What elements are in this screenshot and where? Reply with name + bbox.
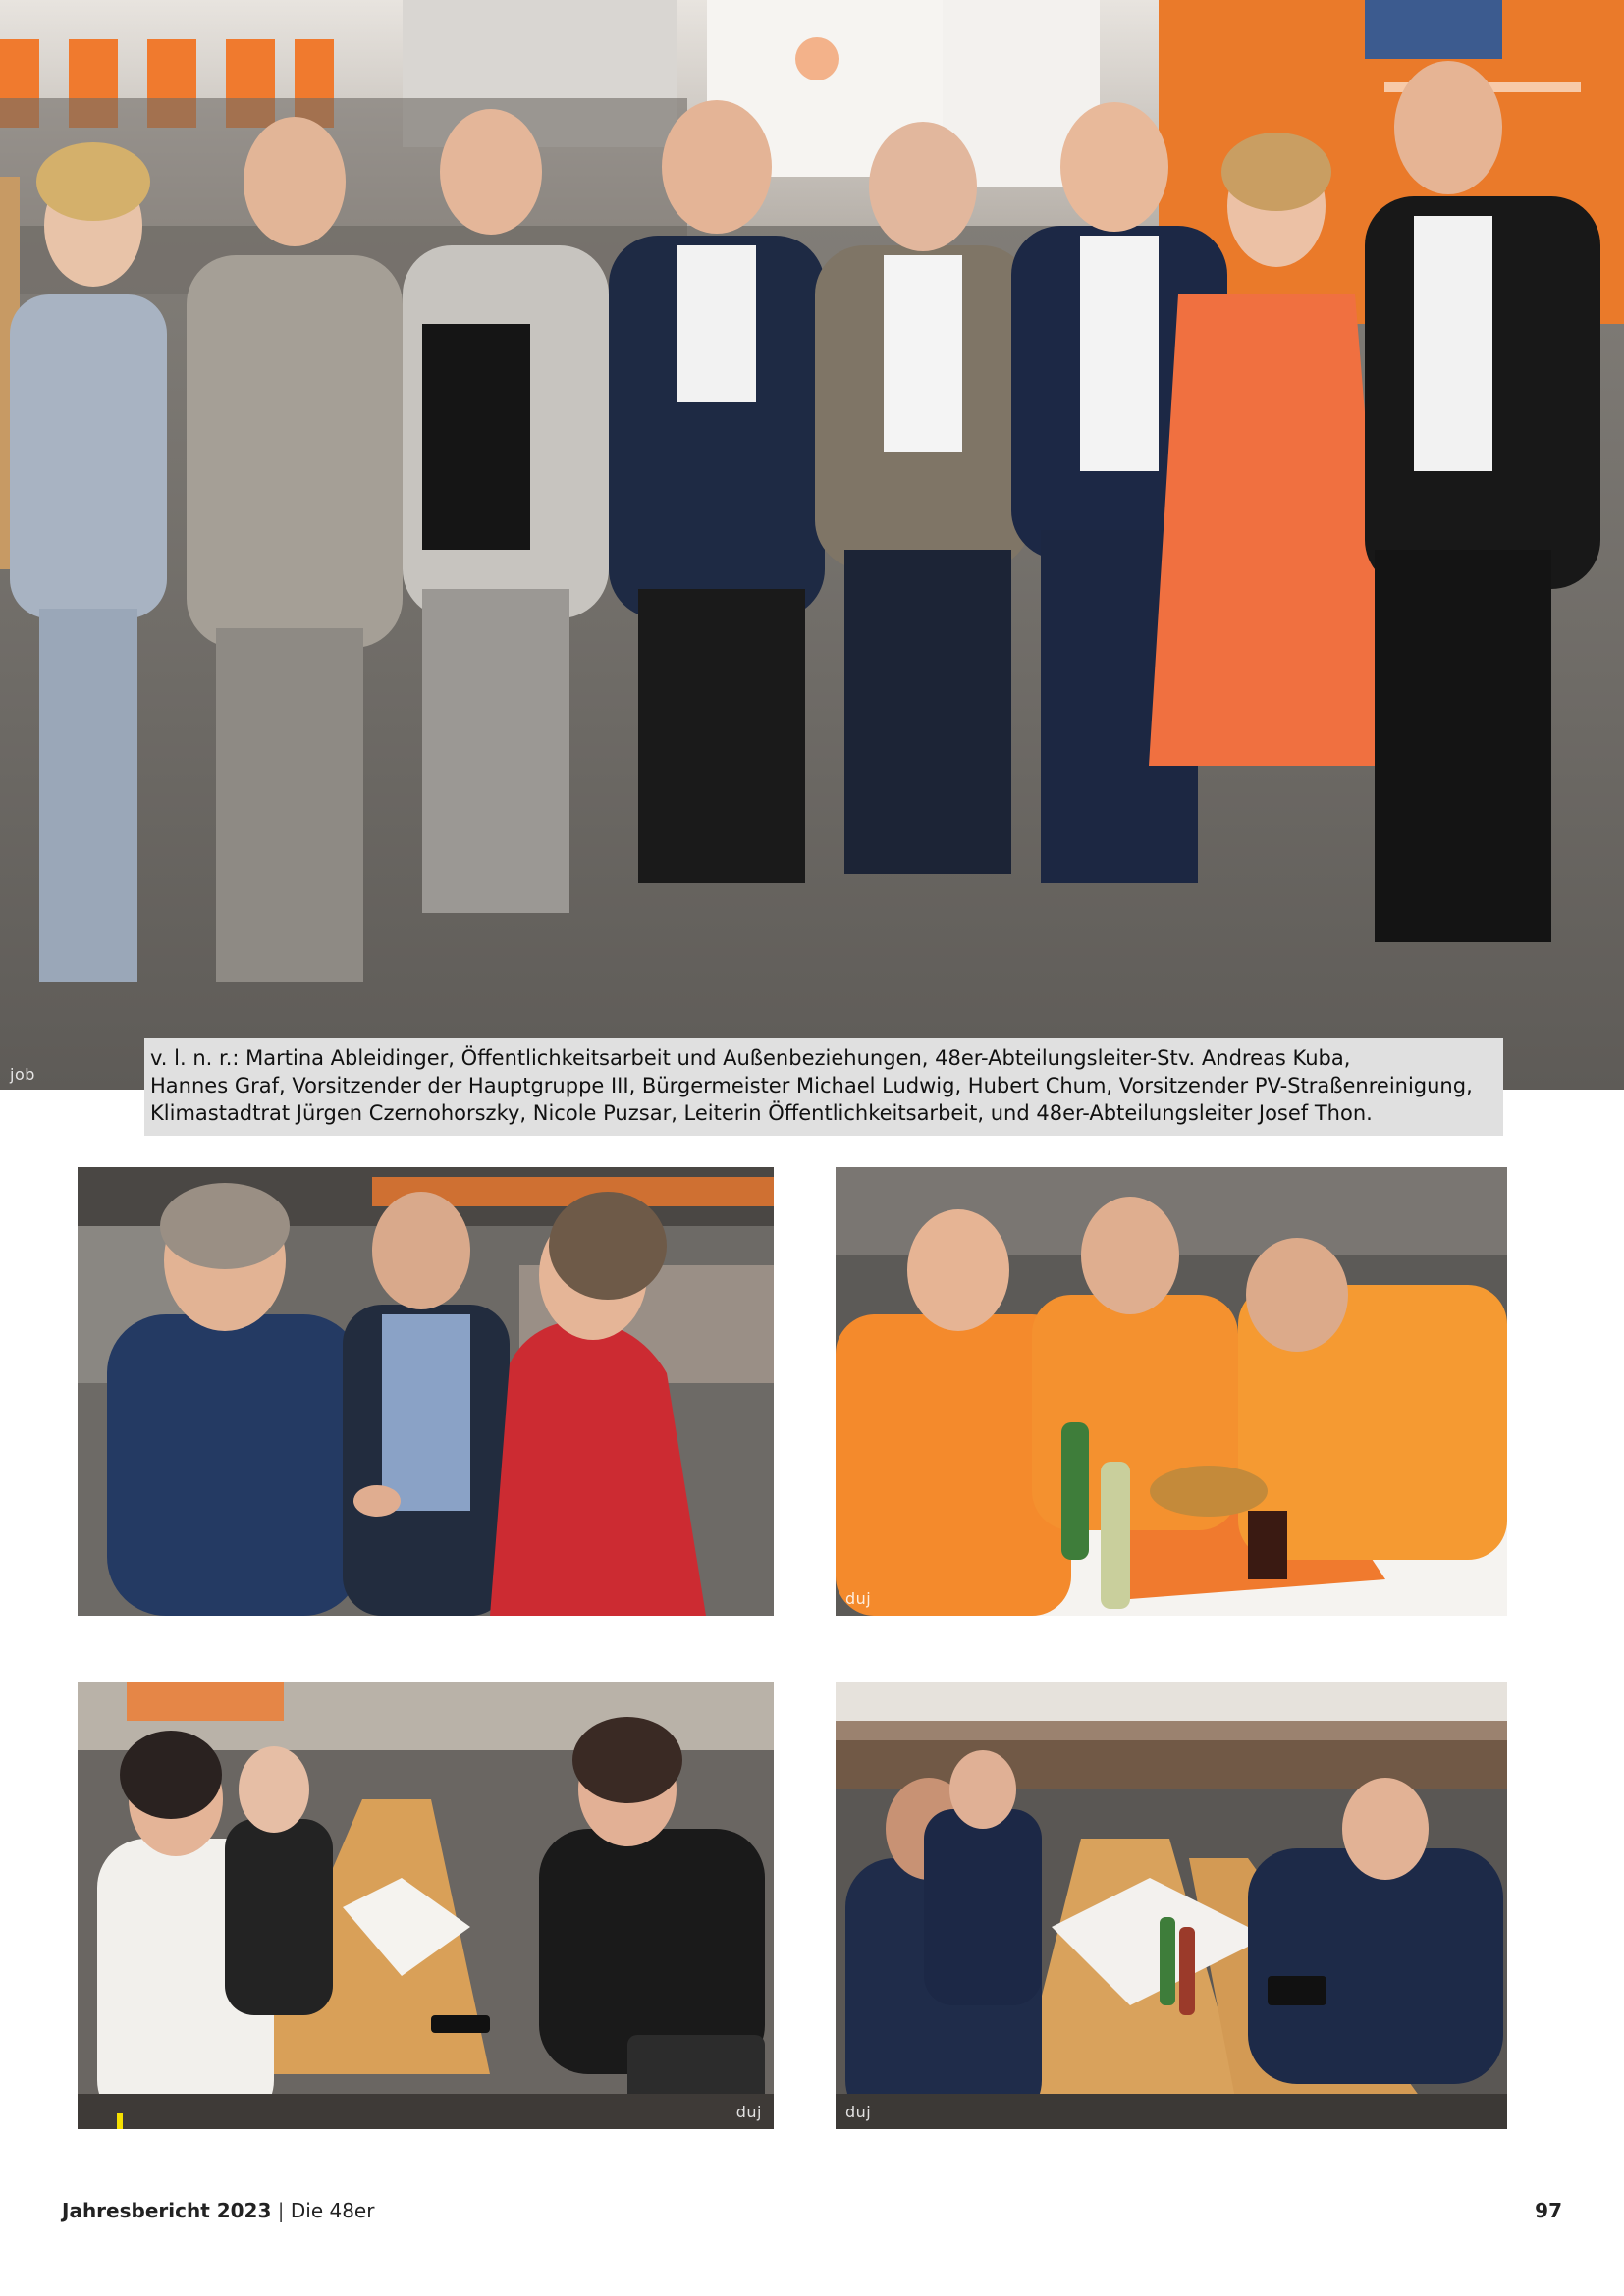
photo-workers-orange-image (836, 1167, 1507, 1616)
photo-workers-navy (836, 1682, 1507, 2129)
photo-credit: job (10, 1065, 35, 1084)
report-title: Jahresbericht 2023 (62, 2199, 272, 2222)
section-title: Die 48er (290, 2199, 375, 2222)
caption-line: Hannes Graf, Vorsitzender der Hauptgruppe III, Bürgermeister Michael Ludwig, Hubert Chum, Vorsitzender PV-Straßenreinigung, (150, 1074, 1473, 1097)
footer-separator: | (277, 2199, 285, 2222)
photo-credit: duj (845, 2103, 872, 2121)
caption-line: Klimastadtrat Jürgen Czernohorszky, Nicole Puzsar, Leiterin Öffentlichkeitsarbeit, und 48er-Abteilungsleiter Josef Thon. (150, 1101, 1373, 1125)
photo-workers-navy-image (836, 1682, 1507, 2129)
photo-credit: duj (735, 2103, 762, 2121)
footer-running-title (62, 2199, 374, 2222)
photo-women-table (78, 1682, 774, 2129)
hero-group-photo (0, 0, 1624, 1090)
photo-credit: duj (845, 1589, 872, 1608)
photo-handshake-image (78, 1167, 774, 1616)
photo-handshake (78, 1167, 774, 1616)
photo-women-table-image (78, 1682, 774, 2129)
photo-workers-orange (836, 1167, 1507, 1616)
caption-line: v. l. n. r.: Martina Ableidinger, Öffentlichkeitsarbeit und Außenbeziehungen, 48er-Abteilungsleiter-Stv. Andreas Kuba, (150, 1046, 1351, 1070)
page-number: 97 (1535, 2199, 1562, 2222)
hero-caption (144, 1038, 1503, 1136)
hero-photo-image (0, 0, 1624, 1090)
